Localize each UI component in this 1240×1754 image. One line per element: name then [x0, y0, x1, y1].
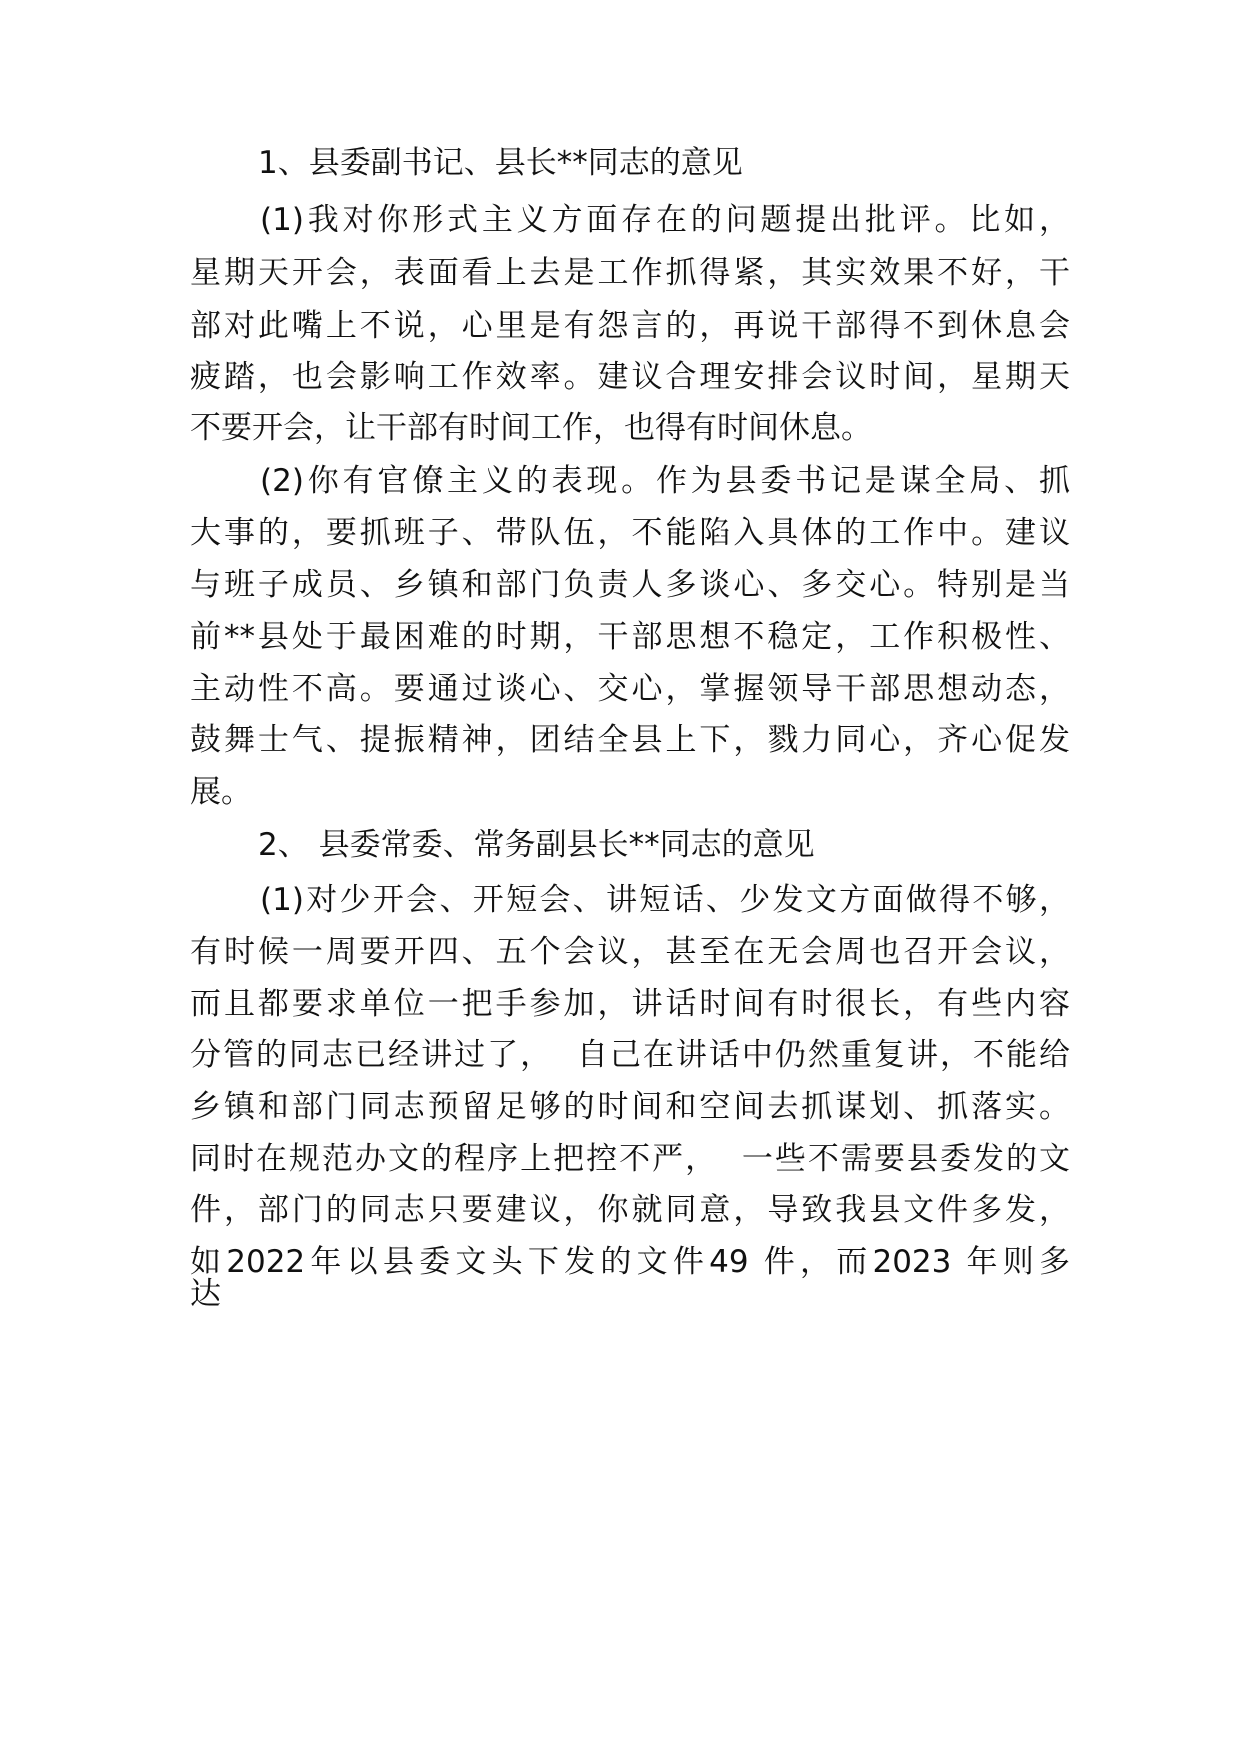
paragraph-3-line: 如2022年以县委文头下发的文件49 件，而2023 年则多: [190, 1244, 1070, 1280]
section-1-heading: 1、县委副书记、县长**同志的意见: [258, 145, 743, 181]
paragraph-1-line: (1)我对你形式主义方面存在的问题提出批评。比如，: [260, 202, 1070, 238]
paragraph-2-line: 与班子成员、乡镇和部门负责人多谈心、多交心。特别是当: [190, 567, 1070, 603]
paragraph-1-line: 星期天开会，表面看上去是工作抓得紧，其实效果不好，干: [190, 255, 1070, 291]
paragraph-3-line: 乡镇和部门同志预留足够的时间和空间去抓谋划、抓落实。: [190, 1089, 1070, 1125]
paragraph-2-line: 展。: [190, 774, 252, 810]
paragraph-2-line: 前**县处于最困难的时期，干部思想不稳定，工作积极性、: [190, 619, 1070, 655]
paragraph-3-line: 而且都要求单位一把手参加，讲话时间有时很长，有些内容: [190, 986, 1070, 1022]
paragraph-3-line: 达: [190, 1276, 221, 1312]
paragraph-2-line: 鼓舞士气、提振精神，团结全县上下，戮力同心，齐心促发: [190, 722, 1070, 758]
paragraph-2-line: 主动性不高。要通过谈心、交心，掌握领导干部思想动态，: [190, 671, 1070, 707]
paragraph-1-line: 部对此嘴上不说，心里是有怨言的，再说干部得不到休息会: [190, 308, 1070, 344]
paragraph-3-line: 件，部门的同志只要建议，你就同意，导致我县文件多发，: [190, 1192, 1070, 1228]
paragraph-3-line: 同时在规范办文的程序上把控不严， 一些不需要县委发的文: [190, 1141, 1070, 1177]
paragraph-3-line: 有时候一周要开四、五个会议，甚至在无会周也召开会议，: [190, 934, 1070, 970]
paragraph-1-line: 疲踏，也会影响工作效率。建议合理安排会议时间，星期天: [190, 359, 1070, 395]
section-2-heading: 2、 县委常委、常务副县长**同志的意见: [258, 827, 815, 863]
paragraph-3-line: 分管的同志已经讲过了， 自己在讲话中仍然重复讲，不能给: [190, 1037, 1070, 1073]
paragraph-1-line: 不要开会，让干部有时间工作，也得有时间休息。: [190, 410, 872, 446]
paragraph-3-line: (1)对少开会、开短会、讲短话、少发文方面做得不够，: [260, 882, 1070, 918]
paragraph-2-line: 大事的，要抓班子、带队伍，不能陷入具体的工作中。建议: [190, 515, 1070, 551]
paragraph-2-line: (2)你有官僚主义的表现。作为县委书记是谋全局、抓: [260, 463, 1070, 499]
